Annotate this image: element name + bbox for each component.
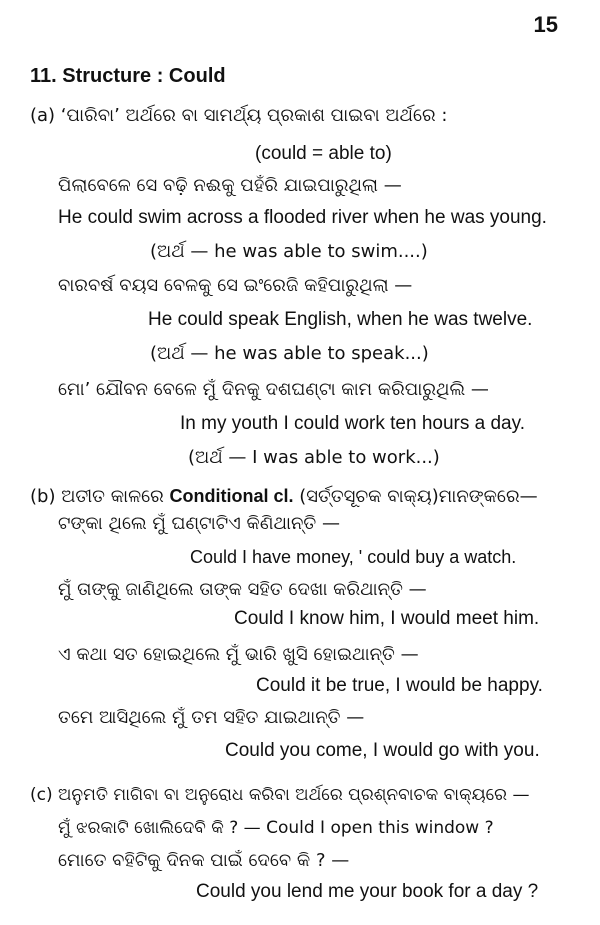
- odia-sentence: ମୋ’ ଯୌବନ ବେଳେ ମୁଁ ଦିନକୁ ଦଶଘଣ୍ଟା କାମ କରିପାରୁଥିଲି —: [58, 379, 489, 400]
- part-c-line: Could you lend me your book for a day ?: [196, 881, 539, 902]
- meaning-note: (ଅର୍ଥ — I was able to work...): [188, 447, 440, 468]
- part-b-heading-post: (ସର୍ତ୍ତସୂଚକ ବାକ୍ୟ)ମାନଙ୍କରେ—: [293, 486, 538, 507]
- meaning-note: (ଅର୍ଥ — he was able to swim....): [150, 241, 428, 262]
- part-c-line: ମୁଁ ଝରକାଟି ଖୋଲିଦେବି କି ? — Could I open this window ?: [58, 818, 494, 838]
- section-title: 11. Structure : Could: [30, 65, 226, 87]
- meaning-note: (ଅର୍ଥ — he was able to speak...): [150, 343, 429, 364]
- page-number: 15: [533, 12, 558, 37]
- english-sentence: Could I know him, I would meet him.: [234, 608, 540, 629]
- odia-sentence: ଟଙ୍କା ଥିଲେ ମୁଁ ଘଣ୍ଟାଟିଏ କିଣିଥାନ୍ତି —: [58, 513, 340, 534]
- part-b-heading: [30, 484, 538, 509]
- odia-sentence: ବାରବର୍ଷ ବୟସ ବେଳକୁ ସେ ଇଂରେଜି କହିପାରୁଥିଲା —: [58, 275, 413, 296]
- part-a-heading: (a) ‘ପାରିବା’ ଅର୍ଥରେ ବା ସାମର୍ଥ୍ୟ ପ୍ରକାଶ ପାଇବା ଅର୍ଥରେ :: [30, 105, 448, 126]
- part-c-line: ମୋତେ ବହିଟିକୁ ଦିନକ ପାଇଁ ଦେବେ କି ? —: [58, 850, 350, 871]
- english-sentence: He could speak English, when he was twelve.: [148, 309, 533, 330]
- english-sentence: Could you come, I would go with you.: [225, 740, 540, 761]
- odia-sentence: ତମେ ଆସିଥିଲେ ମୁଁ ତମ ସହିତ ଯାଇଥାନ୍ତି —: [58, 707, 365, 728]
- english-sentence: Could I have money, ' could buy a watch.: [190, 547, 517, 567]
- odia-sentence: ପିଲାବେଳେ ସେ ବଢ଼ି ନଈକୁ ପହଁରି ଯାଇପାରୁଥିଲା —: [58, 175, 402, 196]
- part-c-heading: (c) ଅନୁମତି ମାଗିବା ବା ଅନୁରୋଧ କରିବା ଅର୍ଥରେ ପ୍ରଶ୍ନବାଚକ ବାକ୍ୟରେ —: [30, 785, 530, 805]
- english-sentence: He could swim across a flooded river when he was young.: [58, 207, 547, 228]
- part-b-heading-pre: (b) ଅତୀତ କାଳରେ: [30, 486, 170, 507]
- english-sentence: In my youth I could work ten hours a day.: [180, 413, 525, 434]
- odia-sentence: ମୁଁ ତାଙ୍କୁ ଜାଣିଥିଲେ ତାଙ୍କ ସହିତ ଦେଖା କରିଥାନ୍ତି —: [58, 579, 427, 600]
- part-a-formula: (could = able to): [255, 143, 392, 164]
- odia-sentence: ଏ କଥା ସତ ହୋଇଥିଲେ ମୁଁ ଭାରି ଖୁସି ହୋଇଥାନ୍ତି —: [58, 644, 419, 665]
- english-sentence: Could it be true, I would be happy.: [256, 675, 543, 696]
- part-b-heading-bold: Conditional cl.: [169, 486, 294, 506]
